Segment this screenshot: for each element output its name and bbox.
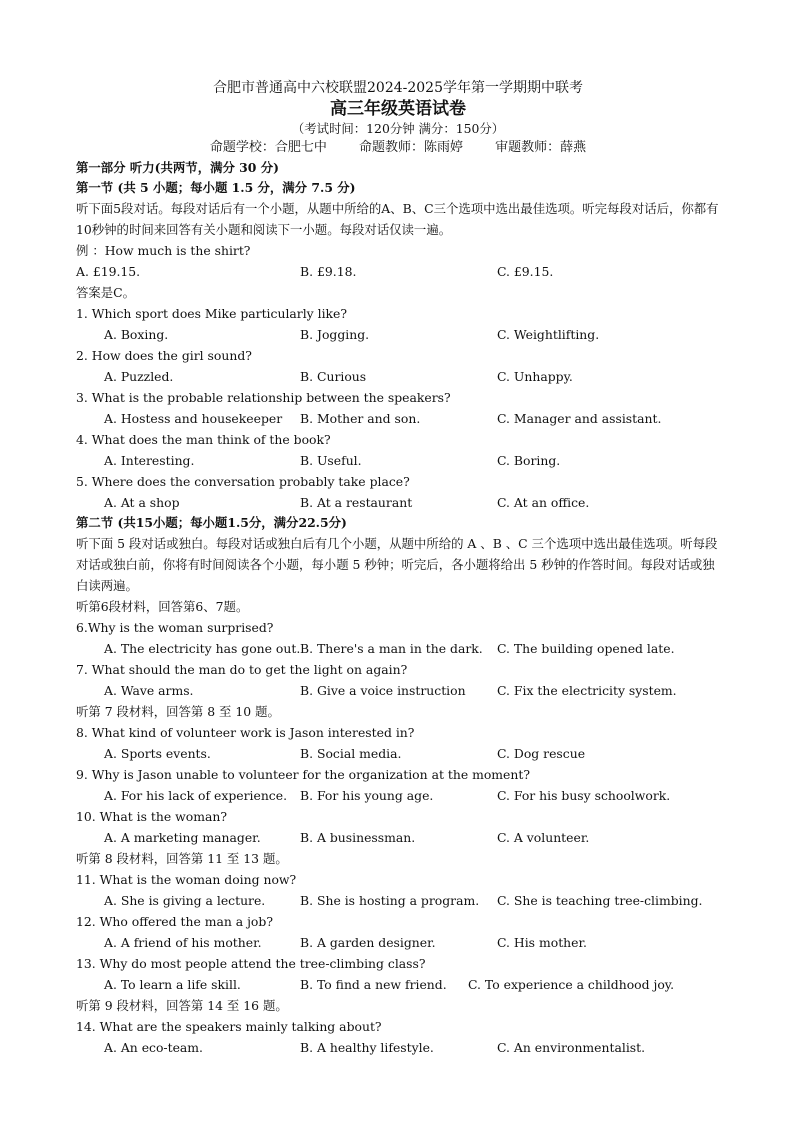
reviewer-teacher: 审题教师：薛燕 xyxy=(495,140,587,155)
material-heading: 听第 7 段材料，回答第 8 至 10 题。 xyxy=(76,704,280,719)
option-a: A. A marketing manager. xyxy=(104,830,261,845)
option-b: B. Give a voice instruction xyxy=(300,683,466,698)
option-b: B. Jogging. xyxy=(300,327,370,342)
exam-series-title: 合肥市普通高中六校联盟2024-2025学年第一学期期中联考 xyxy=(213,80,583,96)
option-c: C. £9.15. xyxy=(497,264,554,279)
question-options xyxy=(76,492,720,513)
question-stem: 11. What is the woman doing now? xyxy=(76,872,297,887)
option-b: B. A healthy lifestyle. xyxy=(300,1040,434,1055)
question-stem: 2. How does the girl sound? xyxy=(76,348,252,363)
section2-groups xyxy=(76,596,720,1058)
option-c: C. Weightlifting. xyxy=(497,327,600,342)
option-a: A. Interesting. xyxy=(104,453,195,468)
section1-questions xyxy=(76,303,720,513)
setter-school: 命题学校：合肥七中 xyxy=(209,140,327,155)
option-c: C. Boring. xyxy=(497,453,561,468)
option-c: C. To experience a childhood joy. xyxy=(468,977,675,992)
question-options xyxy=(76,1037,720,1058)
exam-header xyxy=(76,78,720,158)
exam-title: 高三年级英语试卷 xyxy=(330,99,466,119)
question-options xyxy=(76,932,720,953)
material-heading: 听第 8 段材料，回答第 11 至 13 题。 xyxy=(76,851,288,866)
option-c: C. Dog rescue xyxy=(497,746,586,761)
option-c: C. Manager and assistant. xyxy=(497,411,662,426)
part1-title: 第一部分 听力(共两节，满分 30 分) xyxy=(76,160,279,175)
option-b: B. A garden designer. xyxy=(300,935,436,950)
option-c: C. His mother. xyxy=(497,935,587,950)
option-c: C. Unhappy. xyxy=(497,369,573,384)
question-options xyxy=(76,408,720,429)
option-b: B. Social media. xyxy=(300,746,402,761)
exam-page xyxy=(76,78,720,1058)
option-c: C. An environmentalist. xyxy=(497,1040,646,1055)
section1-instructions: 听下面5段对话。每段对话后有一个小题，从题中所给的A、B、C三个选项中选出最佳选项。听完每段对话后，你都有10秒钟的时间来回答有关小题和阅读下一小题。每段对话仅读一遍。 xyxy=(76,201,719,237)
option-b: B. For his young age. xyxy=(300,788,434,803)
option-a: A. For his lack of experience. xyxy=(104,788,288,803)
section2-title: 第二节 (共15小题；每小题1.5分，满分22.5分) xyxy=(76,515,347,530)
section1-title: 第一节 (共 5 小题；每小题 1.5 分，满分 7.5 分) xyxy=(76,180,356,195)
question-options xyxy=(76,974,720,995)
question-stem: 6.Why is the woman surprised? xyxy=(76,620,274,635)
option-c: C. At an office. xyxy=(497,495,590,510)
question-options xyxy=(76,638,720,659)
option-b: B. Curious xyxy=(300,369,367,384)
option-b: B. £9.18. xyxy=(300,264,357,279)
option-a: A. A friend of his mother. xyxy=(104,935,262,950)
material-heading: 听第 9 段材料，回答第 14 至 16 题。 xyxy=(76,998,288,1013)
option-a: A. At a shop xyxy=(104,495,180,510)
question-stem: 13. Why do most people attend the tree-climbing class? xyxy=(76,956,426,971)
question-options xyxy=(76,785,720,806)
question-stem: 1. Which sport does Mike particularly like? xyxy=(76,306,348,321)
section2-instructions: 听下面 5 段对话或独白。每段对话或独白后有几个小题，从题中所给的 A 、B 、C 三个选项中选出最佳选项。听每段对话或独白前，你将有时间阅读各个小题，每小题 5 秒钟；听完后，各小题将给出 5 秒钟的作答时间。每段对话或独白读两遍。 xyxy=(76,536,718,593)
setter-teacher: 命题教师：陈雨婷 xyxy=(358,140,463,155)
option-b: B. Mother and son. xyxy=(300,411,421,426)
option-a: A. To learn a life skill. xyxy=(104,977,241,992)
option-b: B. She is hosting a program. xyxy=(300,893,480,908)
option-b: B. A businessman. xyxy=(300,830,416,845)
question-options xyxy=(76,450,720,471)
question-stem: 7. What should the man do to get the light on again? xyxy=(76,662,408,677)
question-stem: 12. Who offered the man a job? xyxy=(76,914,273,929)
option-a: A. Boxing. xyxy=(104,327,169,342)
example-options xyxy=(76,261,720,282)
option-a: A. Sports events. xyxy=(104,746,211,761)
question-stem: 4. What does the man think of the book? xyxy=(76,432,331,447)
question-options xyxy=(76,680,720,701)
option-c: C. Fix the electricity system. xyxy=(497,683,677,698)
question-options xyxy=(76,743,720,764)
question-stem: 5. Where does the conversation probably take place? xyxy=(76,474,410,489)
exam-credits xyxy=(76,138,720,158)
option-a: A. Wave arms. xyxy=(104,683,194,698)
option-c: C. A volunteer. xyxy=(497,830,590,845)
question-stem: 3. What is the probable relationship between the speakers? xyxy=(76,390,451,405)
question-options xyxy=(76,827,720,848)
option-a: A. £19.15. xyxy=(76,264,141,279)
question-options xyxy=(76,366,720,387)
option-a: A. She is giving a lecture. xyxy=(104,893,266,908)
option-c: C. For his busy schoolwork. xyxy=(497,788,671,803)
option-b: B. At a restaurant xyxy=(300,495,413,510)
material-heading: 听第6段材料，回答第6、7题。 xyxy=(76,599,249,614)
question-stem: 10. What is the woman? xyxy=(76,809,227,824)
question-stem: 9. Why is Jason unable to volunteer for the organization at the moment? xyxy=(76,767,530,782)
option-c: C. She is teaching tree-climbing. xyxy=(497,893,703,908)
question-stem: 8. What kind of volunteer work is Jason interested in? xyxy=(76,725,415,740)
question-stem: 14. What are the speakers mainly talking about? xyxy=(76,1019,382,1034)
option-a: A. Hostess and housekeeper xyxy=(104,411,283,426)
option-a: A. The electricity has gone out. xyxy=(104,641,301,656)
example-question: 例 ：How much is the shirt? xyxy=(76,243,251,258)
exam-time-score: （考试时间：120分钟 满分：150分） xyxy=(291,121,505,136)
option-b: B. Useful. xyxy=(300,453,362,468)
option-b: B. To find a new friend. xyxy=(300,977,447,992)
question-options xyxy=(76,324,720,345)
option-a: A. An eco-team. xyxy=(104,1040,203,1055)
question-options xyxy=(76,890,720,911)
option-c: C. The building opened late. xyxy=(497,641,675,656)
option-a: A. Puzzled. xyxy=(104,369,174,384)
example-answer: 答案是C。 xyxy=(76,285,136,300)
option-b: B. There's a man in the dark. xyxy=(300,641,483,656)
